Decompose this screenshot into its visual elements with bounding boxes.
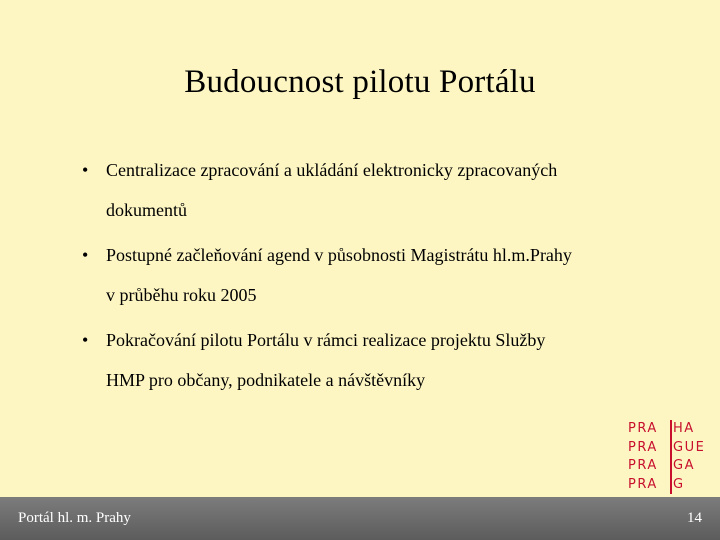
logo-right-column	[673, 420, 705, 494]
bullet-line: v průběhu roku 2005	[106, 285, 257, 305]
bullet-dot: •	[82, 160, 89, 180]
bullet-line: Centralizace zpracování a ukládání elektronicky zpracovaných	[106, 160, 558, 180]
logo-text: PRA	[628, 439, 658, 455]
bullet-line: Pokračování pilotu Portálu v rámci realizace projektu Služby	[106, 330, 546, 350]
bullet-line: Postupné začleňování agend v působnosti Magistrátu hl.m.Prahy	[106, 245, 572, 265]
logo-text: PRA	[628, 421, 658, 436]
logo-text: GA	[673, 458, 695, 473]
footer-label: Portál hl. m. Prahy	[18, 510, 131, 526]
slide-title: Budoucnost pilotu Portálu	[184, 64, 536, 100]
bullet-list	[82, 150, 682, 405]
bullet-line: HMP pro občany, podnikatele a návštěvníky	[106, 370, 426, 390]
logo-text: G	[673, 476, 685, 492]
logo-divider	[670, 420, 672, 494]
page-number: 14	[687, 510, 702, 526]
logo-left-column	[628, 420, 670, 494]
logo-text: GUE	[673, 439, 706, 455]
bullet-dot: •	[82, 330, 89, 350]
bullet-item	[82, 235, 682, 315]
footer-bar	[0, 497, 720, 540]
bullet-item	[82, 320, 682, 400]
logo-text: HA	[673, 421, 695, 436]
logo-text: PRA	[628, 476, 658, 492]
logo-text: PRA	[628, 458, 658, 473]
bullet-line: dokumentů	[106, 200, 187, 220]
bullet-item	[82, 150, 682, 230]
praha-logo	[628, 420, 708, 495]
bullet-dot: •	[82, 245, 89, 265]
